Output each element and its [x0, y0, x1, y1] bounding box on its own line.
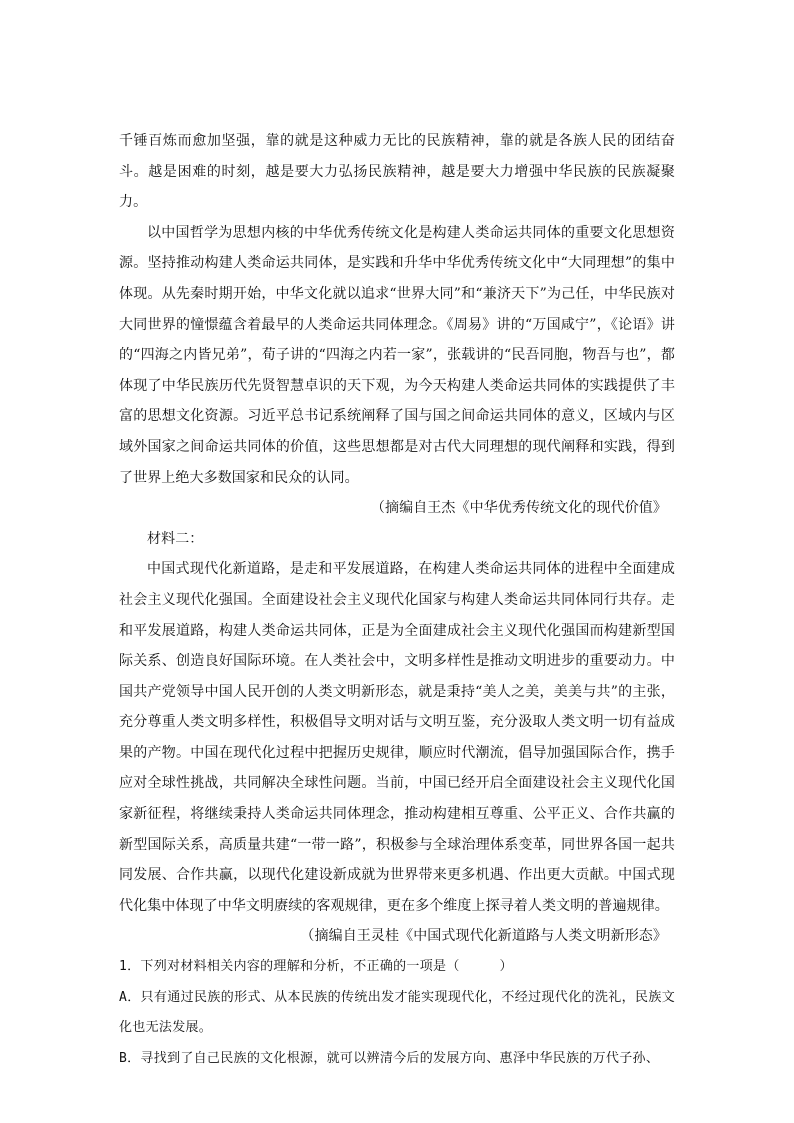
question-1-option-a: A．只有通过民族的形式、从本民族的传统出发才能实现现代化，不经过现代化的洗礼，民族文化也无法发展。	[119, 989, 675, 1036]
source-citation-1: （摘编自王杰《中华优秀传统文化的现代价值》	[370, 500, 667, 517]
source-citation-2: （摘编自王灵桂《中国式现代化新道路与人类文明新形态》	[300, 928, 667, 945]
document-body	[119, 126, 675, 1074]
material-two-heading: 材料二：	[147, 530, 204, 547]
question-1-stem: 1．下列对材料相关内容的理解和分析，不正确的一项是（ ）	[119, 959, 513, 975]
paragraph-modernization: 中国式现代化新道路，是走和平发展道路，在构建人类命运共同体的进程中全面建成社会主义现代化强国。全面建设社会主义现代化国家与构建人类命运共同体同行共存。走和平发展道路，构建人类命运共同体，正是为全面建成社会主义现代化强国而构建新型国际关系、创造良好国际环境。在人类社会中，文明多样性是推动文明进步的重要动力。中国共产党领导中国人民开创的人类文明新形态，就是秉持“美人之美，美美与共”的主张，充分尊重人类文明多样性，积极倡导文明对话与文明互鉴，充分汲取人类文明一切有益成果的产物。中国在现代化过程中把握历史规律，顺应时代潮流，倡导加强国际合作，携手应对全球性挑战，共同解决全球性问题。当前，中国已经开启全面建设社会主义现代化国家新征程，将继续秉持人类命运共同体理念，推动构建相互尊重、公平正义、合作共赢的新型国际关系，高质量共建“一带一路”，积极参与全球治理体系变革，同世界各国一起共同发展、合作共赢，以现代化建设新成就为世界带来更多机遇、作出更大贡献。中国式现代化集中体现了中华文明赓续的客观规律，更在多个维度上探寻着人类文明的普遍规律。	[119, 561, 675, 914]
paragraph-continuation: 千锤百炼而愈加坚强，靠的就是这种威力无比的民族精神，靠的就是各族人民的团结奋斗。越是困难的时刻，越是要大力弘扬民族精神，越是要大力增强中华民族的民族凝聚力。	[119, 133, 675, 211]
question-1-option-b: B．寻找到了自己民族的文化根源，就可以辨清今后的发展方向、惠泽中华民族的万代子孙、	[119, 1050, 660, 1066]
paragraph-traditional-culture: 以中国哲学为思想内核的中华优秀传统文化是构建人类命运共同体的重要文化思想资源。坚持推动构建人类命运共同体，是实践和升华中华优秀传统文化中“大同理想”的集中体现。从先秦时期开始，中华文化就以追求“世界大同”和“兼济天下”为己任，中华民族对大同世界的憧憬蕴含着最早的人类命运共同体理念。《周易》讲的“万国咸宁”，《论语》讲的“四海之内皆兄弟”，荀子讲的“四海之内若一家”，张载讲的“民吾同胞，物吾与也”，都体现了中华民族历代先贤智慧卓识的天下观，为今天构建人类命运共同体的实践提供了丰富的思想文化资源。习近平总书记系统阐释了国与国之间命运共同体的意义，区域内与区域外国家之间命运共同体的价值，这些思想都是对古代大同理想的现代阐释和实践，得到了世界上绝大多数国家和民众的认同。	[119, 224, 675, 486]
